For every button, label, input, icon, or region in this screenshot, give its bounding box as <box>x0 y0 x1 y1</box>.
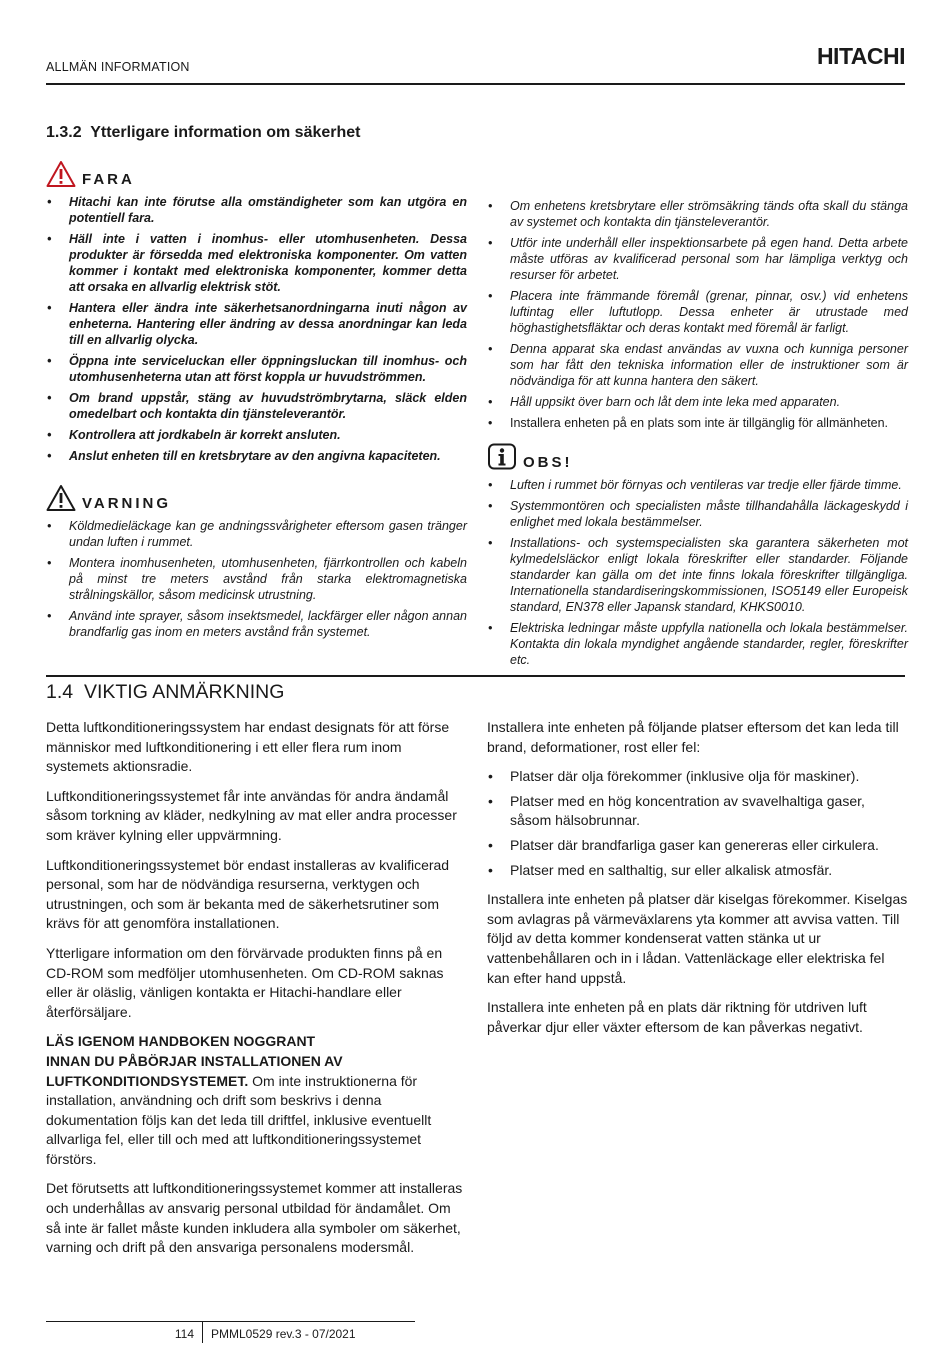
danger-continued-list <box>487 198 908 431</box>
list-item: • Utför inte underhåll eller inspektionsarbete på egen hand. Detta arbete måste utföras av kvalificerad personal som har lämpliga verktyg och resurser för arbetet. <box>487 235 908 283</box>
safety-left-column <box>46 160 467 645</box>
section-divider <box>46 675 905 677</box>
paragraph: Det förutsetts att luftkonditioneringssystemet kommer att installeras och underhållas av ansvarig personal utbildad för ändamålet. Om så inte är fallet måste kunden inkludera alla symboler om säkerhet, varning och drift på den ansvariga personalens modersmål. <box>46 1180 463 1256</box>
paragraph: Installera inte enheten på platser där kiselgas förekommer. Kiselgas som avlagras på värmeväxlarens yta kommer att avvisa vatten. Till följd av detta kommer kondenserat vatten stänka ut ur vattenbehållaren och in i lådan. Vattenläckage eller elektriska fel kan efter hand uppstå. <box>487 891 908 986</box>
list-item: • Montera inomhusenheten, utomhusenheten, fjärrkontrollen och kabeln på minst tre meters avstånd från starka elektromagnetiska strålningskällor, såsom medicinsk utrustning. <box>46 555 467 603</box>
info-icon <box>487 443 517 471</box>
notice-right-column <box>487 718 908 1047</box>
safety-right-column <box>487 198 908 673</box>
obs-heading <box>487 443 908 471</box>
list-item: • Häll inte i vatten i inomhus- eller utomhusenheten. Dessa produkter är försedda med elektroniska komponenter. Om vatten kommer i kontakt med elektroniska komponenter, kommer detta att orsaka en allvarlig elektrisk stöt. <box>46 231 467 295</box>
paragraph: Luftkonditioneringssystemet bör endast installeras av kvalificerad personal, som har de nödvändiga resurserna, verktygen och utrustningen, och som är bekanta med de säkerhetsrutiner som krävs för att genomföra installationen. <box>46 856 450 932</box>
fara-list <box>46 194 467 464</box>
list-item: • Anslut enheten till en kretsbrytare av den angivna kapaciteten. <box>46 448 467 464</box>
section-heading-1-4 <box>46 681 284 704</box>
list-item: • Hitachi kan inte förutse alla omständigheter som kan utgöra en potentiell fara. <box>46 194 467 226</box>
fara-heading <box>46 160 467 188</box>
list-item: • Systemmontören och specialisten måste tillhandahålla läckageskydd i enlighet med lokala bestämmelser. <box>487 498 908 530</box>
list-item: • Om enhetens kretsbrytare eller strömsäkring tänds ofta skall du stänga av systemet och kontakta din tjänsteleverantör. <box>487 198 908 230</box>
section-title: Ytterligare information om säkerhet <box>90 124 361 141</box>
list-item: • Hantera eller ändra inte säkerhetsanordningarna inuti någon av enheterna. Hantering eller ändring av dessa anordningar kan leda till en allvarlig olycka. <box>46 300 467 348</box>
paragraph: Detta luftkonditioneringssystem har endast designats för att förse människor med luftkonditionering i ett eller flera rum inom systemets aktionsradie. <box>46 719 450 775</box>
emphasis-line: LUFTKONDITIONDSYSTEMET. <box>46 1072 249 1089</box>
paragraph: Installera inte enheten på följande platser eftersom det kan leda till brand, deformationer, rost eller fel: <box>487 719 899 755</box>
varning-heading-text: VARNING <box>82 495 172 512</box>
fara-heading-text: FARA <box>82 171 135 188</box>
section-title: VIKTIG ANMÄRKNING <box>83 681 285 703</box>
emphasis-line: LÄS IGENOM HANDBOKEN NOGGRANT <box>46 1033 316 1050</box>
footer-divider <box>46 1321 415 1322</box>
paragraph-rest: Om inte instruktionerna för installation, användning och drift som beskrivs i denna dokumentation följs kan det leda till driftfel, inklusive eventuellt allvarliga fel, eller till och med att luftkonditioneringssystemet förstörs. <box>46 1072 432 1167</box>
list-item: • Elektriska ledningar måste uppfylla nationella och lokala bestämmelser. Kontakta din lokala myndighet angående standarder, regler, föreskrifter etc. <box>487 620 908 668</box>
paragraph: Luftkonditioneringssystemet får inte användas för andra ändamål såsom torkning av kläder, nedkylning av mat eller andra processer som kräver kylning eller uppvärmning. <box>46 787 457 843</box>
list-item: • Om brand uppstår, stäng av huvudströmbrytarna, släck elden omedelbart och kontakta din tjänsteleverantör. <box>46 390 467 422</box>
list-item: • Luften i rummet bör förnyas och ventileras var tredje eller fjärde timme. <box>487 477 908 493</box>
header-label: ALLMÄN INFORMATION <box>46 60 190 74</box>
locations-list <box>487 767 908 880</box>
list-item: • Platser där olja förekommer (inklusive olja för maskiner). <box>487 767 908 787</box>
paragraph: Ytterligare information om den förvärvade produkten finns på en CD-ROM som medföljer utomhusenheten. Om CD-ROM saknas eller är oläslig, vänligen kontakta er Hitachi-handlare eller återförsäljare. <box>46 944 444 1020</box>
hitachi-logo: HITACHI <box>816 43 905 69</box>
document-id: PMML0529 rev.3 - 07/2021 <box>211 1327 356 1341</box>
section-number: 1.3.2 <box>46 124 82 141</box>
list-item: • Köldmedieläckage kan ge andningssvårigheter eftersom gasen tränger undan luften i rummet. <box>46 518 467 550</box>
list-item: • Kontrollera att jordkabeln är korrekt ansluten. <box>46 427 467 443</box>
list-item: • Platser med en hög koncentration av svavelhaltiga gaser, såsom hälsobrunnar. <box>487 792 908 831</box>
paragraph: Installera inte enheten på en plats där riktning för utdriven luft påverkar djur eller växter eftersom de kan påverkas negativt. <box>487 999 867 1035</box>
varning-heading <box>46 484 467 512</box>
list-item: • Öppna inte serviceluckan eller öppningsluckan till inomhus- och utomhusenheterna utan att först koppla ur huvudströmmen. <box>46 353 467 385</box>
emphasis-line: INNAN DU PÅBÖRJAR INSTALLATIONEN AV <box>46 1052 343 1069</box>
list-item: • Installera enheten på en plats som inte är tillgänglig för allmänheten. <box>487 415 908 431</box>
list-item: • Använd inte sprayer, såsom insektsmedel, lackfärger eller någon annan brandfarlig gas inom en meters avstånd från systemet. <box>46 608 467 640</box>
list-item: • Håll uppsikt över barn och låt dem inte leka med apparaten. <box>487 394 908 410</box>
obs-heading-text: OBS! <box>523 454 573 471</box>
section-heading-1-3-2 <box>46 124 361 142</box>
list-item: • Platser med en salthaltig, sur eller alkalisk atmosfär. <box>487 861 908 881</box>
notice-left-column <box>46 718 467 1268</box>
obs-list <box>487 477 908 668</box>
footer-separator <box>202 1321 203 1343</box>
danger-triangle-icon <box>46 160 76 188</box>
header-divider <box>46 83 905 85</box>
paragraph <box>46 1032 467 1169</box>
varning-list <box>46 518 467 640</box>
page-number: 114 <box>174 1327 194 1341</box>
list-item: • Installations- och systemspecialisten ska garantera säkerheten mot kylmedelsläckor enligt lokala föreskrifter eller standarder. Följande standarder kan gälla om det inte finns lokala föreskrifter tillgängliga. Internationella standardiseringskommissionen, ISO5149 eller Europeisk standard, EN378 eller Japansk standard, KHKS0010. <box>487 535 908 615</box>
list-item: • Placera inte främmande föremål (grenar, pinnar, osv.) vid enhetens luftintag eller luftutlopp. Dessa enheter är utrustade med höghastighetsfläktar och deras kontakt med föremål är farligt. <box>487 288 908 336</box>
list-item: • Denna apparat ska endast användas av vuxna och kunniga personer som har fått den tekniska information eller de instruktioner som är nödvändiga för att kunna hantera den säkert. <box>487 341 908 389</box>
warning-triangle-icon <box>46 484 76 512</box>
section-number: 1.4 <box>46 681 74 703</box>
list-item: • Platser där brandfarliga gaser kan genereras eller cirkulera. <box>487 836 908 856</box>
